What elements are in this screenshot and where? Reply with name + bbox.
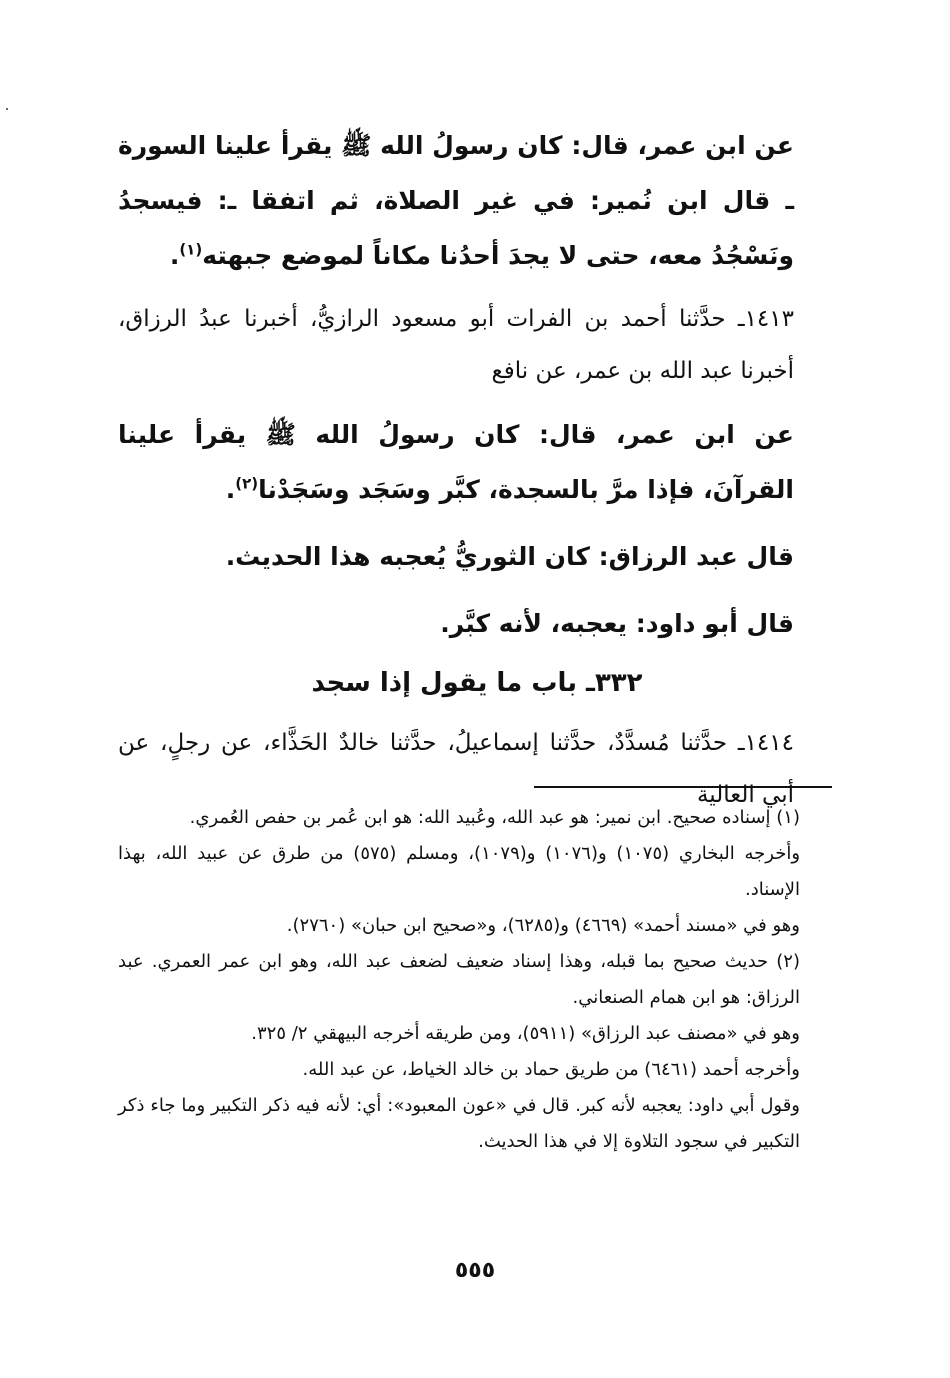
footnote-2-musannaf: وهو في «مصنف عبد الرزاق» (٥٩١١)، ومن طريقه أخرجه البيهقي ٢/ ٣٢٥. (251, 1023, 800, 1044)
footnote-2: (٢) حديث صحيح بما قبله، وهذا إسناد ضعيف لضعف عبد الله، وهو ابن عمر العمري. عبد الرزاق: هو ابن همام الصنعاني. (118, 951, 800, 1008)
sentence-end: . (169, 241, 180, 270)
footnote-1-takhrij: وأخرجه البخاري (١٠٧٥) و(١٠٧٦) و(١٠٧٩)، ومسلم (٥٧٥) من طرق عن عبيد الله، بهذا الإسناد. (118, 843, 801, 900)
paragraph-text: عن ابن عمر، قال: كان رسولُ الله ﷺ يقرأ علينا القرآنَ، فإذا مرَّ بالسجدة، كبَّر وسَجَد وسَجَدْنا (118, 420, 794, 504)
abdulrazzaq-comment: قال عبد الرزاق: كان الثوريُّ يُعجبه هذا الحديث. (225, 542, 794, 571)
hadith-1414-isnad: ١٤١٤ـ حدَّثنا مُسدَّدٌ، حدَّثنا إسماعيلُ، حدَّثنا خالدٌ الحَذَّاء، عن رجلٍ، عن أبي العالية (118, 730, 794, 808)
footnote-divider (534, 786, 832, 788)
footnote-2-ahmad: وأخرجه أحمد (٦٤٦١) من طريق حماد بن خالد الخياط، عن عبد الله. (302, 1059, 800, 1080)
page-number: ٥٥٥ (454, 1258, 496, 1283)
main-text (118, 118, 836, 821)
footnotes (118, 800, 836, 1160)
footnote-2-awn: وقول أبي داود: يعجبه لأنه كبر. قال في «عون المعبود»: أي: لأنه فيه ذكر التكبير وما جاء ذكر التكبير في سجود التلاوة إلا في هذا الحديث. (118, 1095, 800, 1152)
footnote-1-musnad: وهو في «مسند أحمد» (٤٦٦٩) و(٦٢٨٥)، و«صحيح ابن حبان» (٢٧٦٠). (286, 915, 800, 936)
footnote-ref-1: (١) (179, 240, 203, 259)
footnote-ref-2: (٢) (235, 474, 259, 493)
hadith-1413-text (118, 407, 836, 517)
chapter-heading: ٣٣٢ـ باب ما يقول إذا سجد (311, 668, 643, 698)
paragraph-text: عن ابن عمر، قال: كان رسولُ الله ﷺ يقرأ علينا السورة ـ قال ابن نُمير: في غير الصلاة، ثم اتفقا ـ: فيسجدُ ونَسْجُدُ معه، حتى لا يجدَ أحدُنا مكاناً لموضع جبهته (118, 131, 794, 270)
scan-speck (6, 108, 8, 110)
hadith-1413-isnad: ١٤١٣ـ حدَّثنا أحمد بن الفرات أبو مسعود الرازيُّ، أخبرنا عبدُ الرزاق، أخبرنا عبد الله بن عمر، عن نافع (118, 306, 794, 384)
sentence-end: . (225, 475, 236, 504)
footnote-1: (١) إسناده صحيح. ابن نمير: هو عبد الله، وعُبيد الله: هو ابن عُمر بن حفص العُمري. (189, 807, 800, 828)
abu-dawud-comment: قال أبو داود: يعجبه، لأنه كبَّر. (440, 609, 794, 638)
hadith-1412-text (118, 118, 836, 283)
